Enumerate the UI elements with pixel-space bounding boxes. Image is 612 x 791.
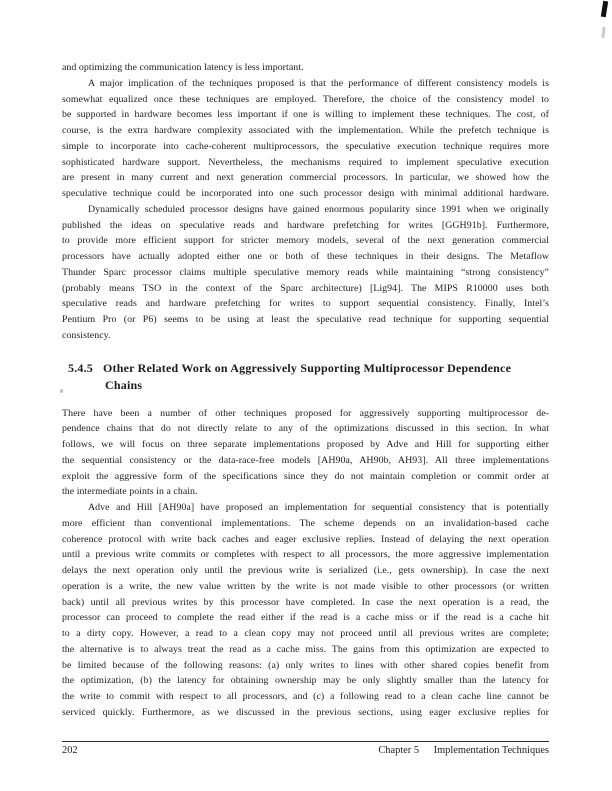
text-line: the intermediate points in a chain. (62, 486, 198, 498)
text-line: coherence protocol with write back caches and eager exclusive replies. Instead of delaying the next operation (62, 533, 549, 545)
scan-artifact-mark (601, 1, 608, 18)
text-line: serviced quickly. Furthermore, as we discussed in the previous sections, using eager exclusive replies for (62, 706, 549, 718)
text-line: be supported in hardware becomes less important if one is willing to implement these techniques. The cost, of (62, 109, 549, 121)
text-line: delays the next operation only until the previous write is serialized (i.e., gets ownership). In case the next (62, 565, 549, 576)
text-line: the write to commit with respect to all processors, and (c) a following read to a clean cache line cannot be (62, 691, 549, 702)
text-line: simple to incorporate into cache-coherent multiprocessors, the speculative execution technique requires more (62, 140, 549, 152)
section-heading (62, 360, 549, 395)
chapter-title: Implementation Techniques (433, 745, 549, 756)
text-line: course, is the extra hardware complexity associated with the implementation. While the prefetch technique is (62, 125, 549, 136)
text-line: published the ideas on speculative reads and hardware prefetching for writes [GGH91b]. Furthermore, (62, 219, 549, 231)
text-line: exploit the aggressive form of the specifications since they do not maintain completion or commit order at (62, 470, 549, 482)
text-line: consistency. (62, 329, 111, 341)
page-footer (62, 741, 549, 756)
paragraph (62, 202, 549, 344)
section-heading-line1 (62, 360, 549, 378)
text-line: processors have actually adopted either one or both of these techniques in their designs. The Metaflow (62, 251, 549, 262)
text-line: the alternative is to always treat the read as a cache miss. The gains from this optimization are expected to (62, 643, 549, 655)
text-line: Dynamically scheduled processor designs have gained enormous popularity since 1991 when we originally (88, 203, 549, 215)
paragraph (62, 500, 549, 721)
text-line: Adve and Hill [AH90a] have proposed an implementation for sequential consistency that is potentially (88, 502, 549, 513)
text-line: sophisticated hardware support. Nevertheless, the mechanisms required to implement speculative execution (62, 156, 549, 168)
scan-artifact-mark-faint (601, 27, 605, 38)
page-body-text (62, 60, 549, 721)
text-line: Thunder Sparc processor claims multiple speculative memory reads while maintaining “strong consistency” (62, 266, 549, 278)
text-line: speculative technique could be incorporated into one such processor design with minimal additional hardware. (62, 188, 549, 199)
text-line: back) until all previous writes by this processor have completed. In case the next operation is a read, the (62, 596, 549, 608)
text-line: the sequential consistency or the data-race-free models [AH90a, AH90b, AH93]. All three implementations (62, 454, 549, 466)
text-line: to a dirty copy. However, a read to a clean copy may not proceed until all previous writes are complete; (62, 628, 549, 639)
text-line: A major implication of the techniques proposed is that the performance of different consistency models is (88, 77, 549, 89)
intro-paragraphs (62, 60, 549, 344)
text-line: processor can proceed to complete the read either if the read is a cache miss or if the read is a cache hit (62, 612, 549, 624)
section-title-line1: Other Related Work on Aggressively Supporting Multiprocessor Dependence (103, 360, 512, 375)
section-paragraphs (62, 406, 549, 721)
paragraph (62, 60, 549, 76)
text-line: follows, we will focus on three separate implementations proposed by Adve and Hill for supporting either (62, 439, 549, 450)
chapter-label: Chapter 5 (378, 745, 420, 756)
text-line: more efficient than conventional implementations. The scheme depends on an invalidation-based cache (62, 517, 549, 529)
page-number: 202 (62, 745, 78, 756)
text-line: be limited because of the following reasons: (a) only writes to lines with other shared copies benefit from (62, 659, 549, 671)
paragraph (62, 406, 549, 501)
text-line: somewhat equalized once these techniques are employed. Therefore, the choice of the consistency model to (62, 93, 549, 105)
text-line: Pentium Pro (or P6) seems to be using at least the speculative read technique for supporting sequential (62, 314, 549, 325)
paragraph (62, 76, 549, 202)
text-line: are present in many current and next generation commercial processors. In particular, we showed how the (62, 172, 549, 184)
running-title (378, 745, 549, 756)
section-number: 5.4.5 (68, 360, 93, 375)
text-line: until a previous write commits or completes with respect to all processors, the more aggressive implementation (62, 549, 549, 561)
text-line: operation is a write, the new value written by the write is not made visible to other processors (or written (62, 580, 549, 592)
section-title-line2: Chains (105, 378, 143, 392)
text-line: to provide more efficient support for stricter memory models, several of the next generation commercial (62, 235, 549, 247)
text-line: speculative reads and hardware prefetching for writes to support sequential consistency. Finally, Intel’s (62, 298, 549, 310)
text-line: the optimization, (b) the latency for obtaining ownership may be only slightly smaller than the latency for (62, 675, 549, 687)
text-line: There have been a number of other techniques proposed for aggressively supporting multiprocessor de- (62, 407, 549, 419)
text-line: (probably means TSO in the context of the Sparc architecture) [Lig94]. The MIPS R10000 uses both (62, 282, 549, 294)
text-line: and optimizing the communication latency is less important. (62, 62, 304, 73)
text-line: pendence chains that do not directly relate to any of the optimizations discussed in this section. In what (62, 423, 549, 435)
